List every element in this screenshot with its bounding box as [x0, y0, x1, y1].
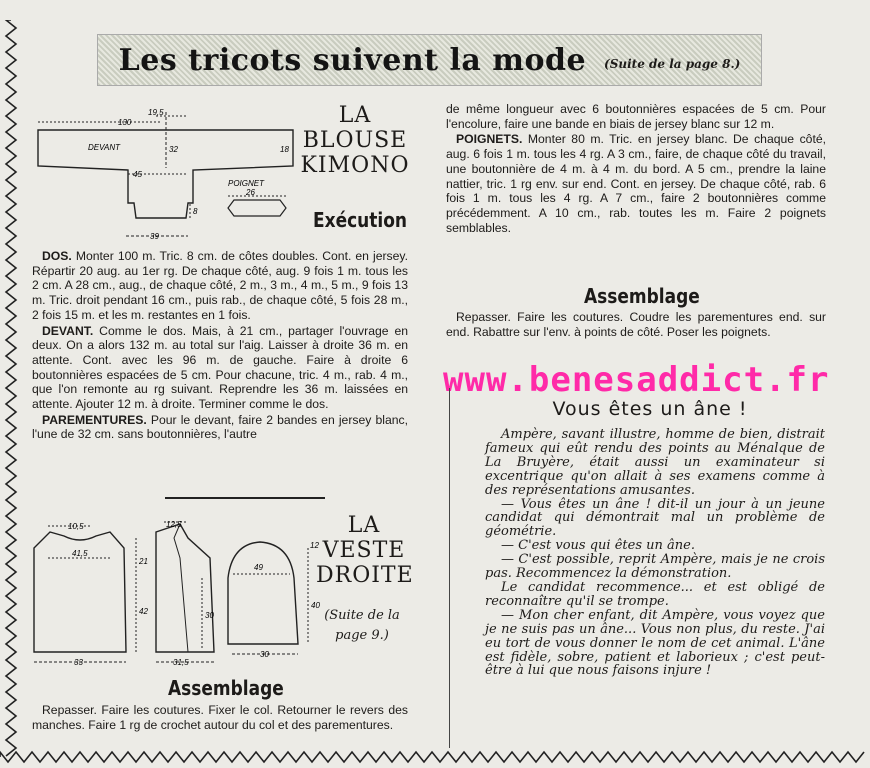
paragraph-continuation	[446, 102, 826, 131]
veste-dim-k: 30	[260, 650, 269, 659]
veste-dim-b: 41,5	[72, 549, 88, 558]
section-divider	[165, 497, 325, 499]
dim-body-width: 45	[133, 170, 142, 179]
veste-dim-g: 31,5	[173, 658, 189, 667]
ane-article-body	[485, 428, 825, 678]
lead-dos: DOS.	[42, 249, 72, 263]
label-devant: DEVANT	[88, 143, 121, 152]
blouse-assemblage-heading: Assemblage	[584, 284, 700, 308]
dim-side-height: 32	[169, 145, 178, 154]
veste-dim-f: 12,5	[166, 520, 182, 529]
paragraph-parementures	[32, 413, 408, 442]
text-dos: Monter 100 m. Tric. 8 cm. de côtes doubles. Cont. en jersey. Répartir 20 aug. au 1er rg. De chaque côté, aug. 9 fois 1 m. tous les 2 cm. A 28 cm., aug., de chaque côté, 2 m., 3 m., 4 m., 5 m., 9 fois 13 m. Tric. droit pendant 16 cm., puis rab., de chaque côté, 5 fois 28 m., 2 fois 15 m. et les m. restantes en 1 fois.	[32, 249, 408, 322]
veste-assemblage-paragraph: Repasser. Faire les coutures. Fixer le col. Retourner le revers des manches. Faire 1 rg de crochet autour du col et des parementures.	[32, 703, 408, 732]
paragraph-poignets	[446, 132, 826, 235]
veste-dim-i: 40	[311, 601, 320, 610]
ane-paragraph-3: — C'est vous qui êtes un âne.	[501, 538, 695, 554]
header-suite-note: (Suite de la page 8.)	[604, 57, 741, 71]
watermark-url: www.benesaddict.fr	[443, 360, 830, 400]
execution-heading: Exécution	[313, 208, 408, 232]
right-column-instructions	[446, 102, 826, 236]
lead-devant: DEVANT.	[42, 323, 94, 338]
blouse-kimono-diagram	[28, 108, 298, 243]
veste-title-line-1: LA	[347, 513, 381, 538]
blouse-assemblage-text	[446, 310, 826, 340]
veste-dim-j: 12	[310, 541, 319, 550]
dim-poignet-width: 26	[246, 188, 255, 197]
blouse-instructions	[32, 249, 408, 443]
dim-bottom: 39	[150, 232, 159, 241]
veste-title	[316, 513, 412, 588]
veste-droite-diagram	[28, 518, 323, 670]
page-title: Les tricots suivent la mode	[118, 42, 587, 78]
paragraph-devant	[32, 324, 408, 412]
veste-dim-c: 21	[139, 557, 148, 566]
text-poignets: Monter 80 m. Tric. en jersey blanc. De chaque côté, aug. 6 fois 1 m. tous les 4 rg. A 3 cm., faire, de chaque côté du travail, une boutonnière de 4 m. à 4 m. du bord. A 5 cm., prendre la laine nattier, tric. 1 rg env. sur end. Cont. en jersey. De chaque côté, rab. 6 fois 1 m. tous les 4 rg. A 7 cm., faire 2 boutonnières comme précédemment. A 10 cm., rab. toutes les m. Faire 2 poignets semblables.	[446, 132, 826, 235]
veste-dim-h: 30	[205, 611, 214, 620]
wavy-border-bottom	[0, 746, 870, 768]
veste-suite-line-2: page 9.)	[335, 628, 389, 643]
veste-suite-note	[312, 606, 412, 646]
veste-title-line-3: DROITE	[316, 563, 414, 588]
dim-shoulder: 130	[118, 118, 132, 127]
blouse-title	[300, 103, 410, 178]
blouse-title-line-3: KIMONO	[300, 153, 410, 178]
veste-dim-e: 33	[74, 658, 83, 667]
lead-parementures: PAREMENTURES.	[42, 412, 147, 427]
dim-height: 18	[280, 145, 289, 154]
text-parementures: Pour le devant, faire 2 bandes en jersey blanc, l'une de 32 cm. sans boutonnières, l'autre	[32, 412, 408, 442]
veste-suite-line-1: (Suite de la	[324, 608, 400, 623]
blouse-assemblage-paragraph: Repasser. Faire les coutures. Coudre les parementures end. sur end. Rabattre sur l'env. à points de côté. Poser les poignets.	[446, 310, 826, 339]
blouse-title-line-1: LA	[338, 103, 372, 128]
ane-paragraph-1: Ampère, savant illustre, homme de bien, distrait fameux qui eût rendu des points au Ménalque de La Bruyère, était aussi un examinateur si excentrique qu'on allait à ses examens comme à des représentations amusantes.	[485, 427, 825, 498]
wavy-border-left	[0, 20, 22, 760]
ane-paragraph-6: — Mon cher enfant, dit Ampère, vous voyez que je ne suis pas un âne... Vous non plus, du reste. J'ai eu tort de vous donner le nom de cet animal. L'âne est fidèle, sobre, patient et laborieux ; c'est peut-être à lui que nous faisons injure !	[485, 607, 825, 679]
veste-title-line-2: VESTE	[322, 538, 406, 563]
label-poignet: POIGNET	[228, 179, 265, 188]
paragraph-dos	[32, 249, 408, 323]
header-banner	[97, 34, 762, 86]
ane-paragraph-5: Le candidat recommence... et est obligé de reconnaître qu'il se trompe.	[485, 579, 825, 609]
blouse-title-line-2: BLOUSE	[302, 128, 408, 153]
veste-dim-a: 10,5	[68, 522, 84, 531]
veste-assemblage-heading: Assemblage	[168, 676, 284, 700]
veste-assemblage-text	[32, 703, 408, 733]
text-devant: Comme le dos. Mais, à 21 cm., partager l'ouvrage en deux. On a alors 132 m. au total sur l'aig. Laisser à droite 36 m. en attente. Cont. avec les 96 m. de gauche. Faire à droite 6 boutonnières espacées de 5 cm. Pour chacune, tric. 4 m., rab. 4 m., que l'on remonte au rg suivant. Reprendre les 36 m. laissées en attente. Ajouter 12 m. à droite. Terminer comme le dos.	[32, 323, 408, 412]
lead-poignets: POIGNETS.	[456, 132, 523, 147]
ane-article-title: Vous êtes un âne !	[552, 398, 748, 420]
text-continuation: de même longueur avec 6 boutonnières espacées de 5 cm. Pour l'encolure, faire une bande en biais de jersey blanc sur 12 m.	[446, 102, 826, 131]
ane-paragraph-4: — C'est possible, reprit Ampère, mais je ne crois pas. Recommencez la démonstration.	[485, 552, 825, 582]
dim-top-width: 19,5	[148, 108, 164, 117]
veste-dim-l: 49	[254, 563, 263, 572]
dim-rib: 8	[193, 207, 198, 216]
ane-paragraph-2: — Vous êtes un âne ! dit-il un jour à un jeune candidat qui démontrait mal un problème de géométrie.	[485, 496, 825, 540]
veste-dim-d: 42	[139, 607, 148, 616]
